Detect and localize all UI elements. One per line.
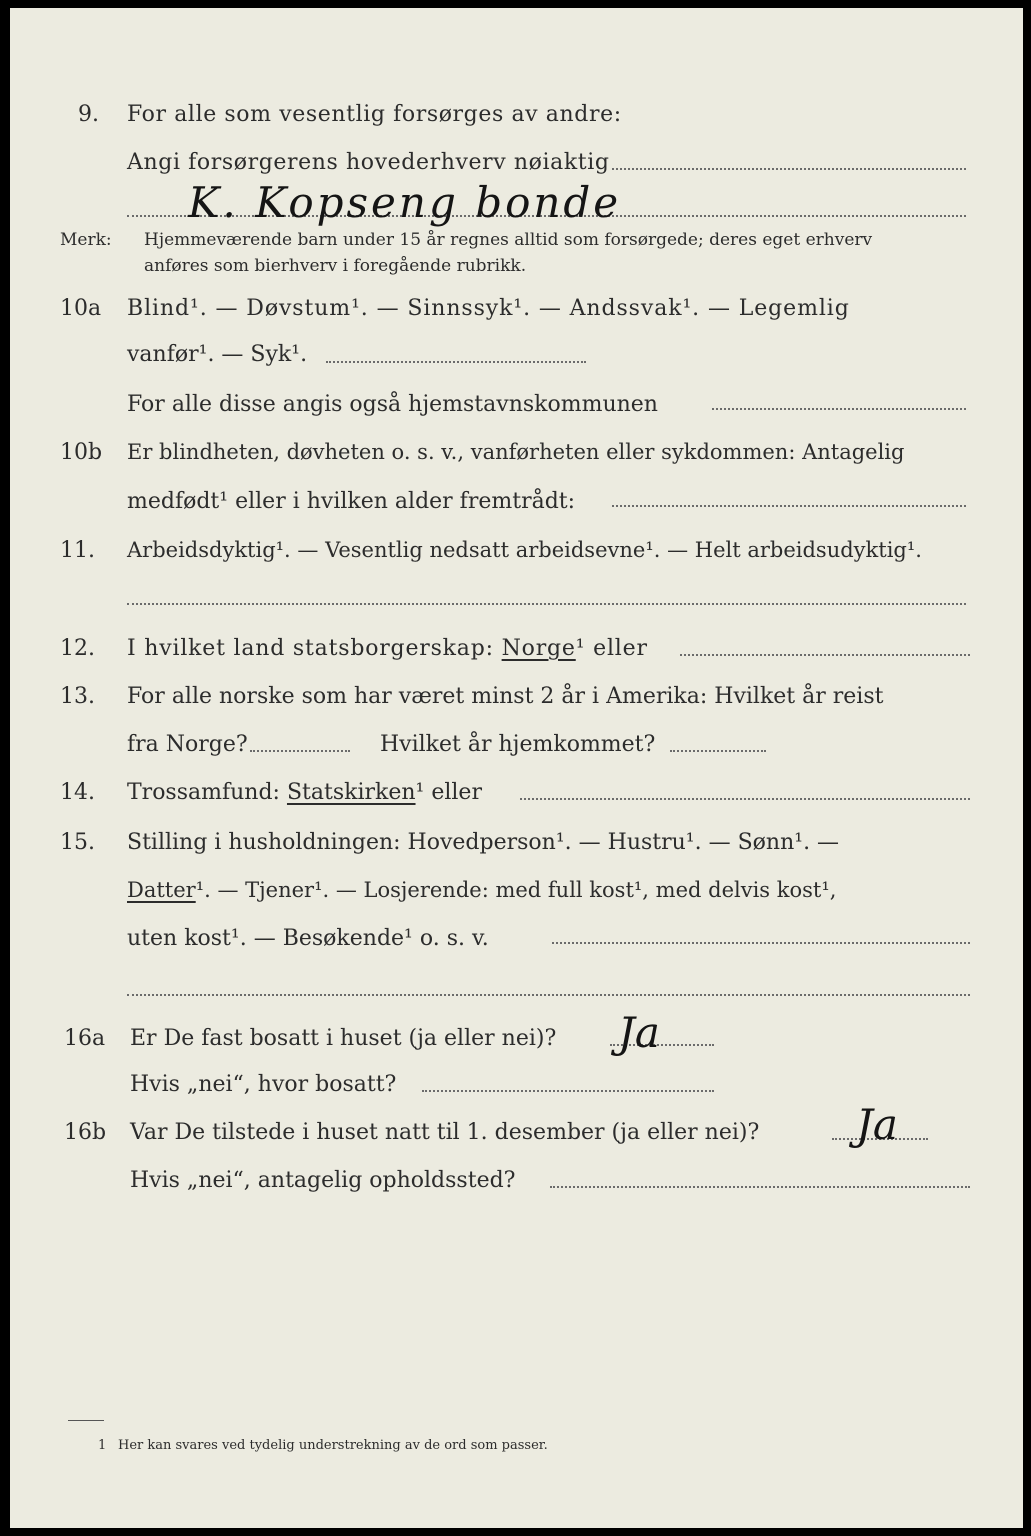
q15-datter-underlined: Datter — [127, 878, 196, 902]
q10b-number: 10b — [60, 440, 103, 465]
q16a-line1: Er De fast bosatt i huset (ja eller nei)? — [130, 1026, 557, 1051]
q13-line1: For alle norske som har været minst 2 år i Amerika: Hvilket år reist — [127, 684, 884, 709]
q14-number: 14. — [60, 780, 95, 805]
q10a-line2: vanfør¹. — Syk¹. — [127, 342, 308, 367]
q16a-handwritten-answer: Ja — [618, 1008, 660, 1057]
q9-line1: For alle som vesentlig forsørges av andre: — [127, 102, 622, 127]
q15-line2 — [127, 878, 836, 902]
q13-line2b: Hvilket år hjemkommet? — [380, 732, 656, 757]
q9-handwritten-answer: K. Kopseng bonde — [188, 178, 622, 227]
q15-line2-rest: ¹. — Tjener¹. — Losjerende: med full kost¹, med delvis kost¹, — [195, 878, 837, 902]
q10a-line3: For alle disse angis også hjemstavnskommunen — [127, 392, 658, 417]
q13-line2a: fra Norge? — [127, 732, 248, 757]
q13-number: 13. — [60, 684, 95, 709]
q12-text: I hvilket land statsborgerskap: — [127, 636, 494, 661]
q16a-number: 16a — [64, 1026, 106, 1051]
q14-fill-line — [520, 798, 970, 800]
q16b-number: 16b — [64, 1120, 107, 1145]
q15-answer-line — [127, 994, 970, 996]
q9-line2: Angi forsørgerens hovederhverv nøiaktig — [127, 150, 610, 175]
q12-post: ¹ eller — [575, 636, 648, 661]
q10a-kommune-line — [712, 408, 966, 410]
merk-line2: anføres som bierhverv i foregående rubrikk. — [144, 256, 527, 276]
footnote-mark: 1 — [98, 1438, 107, 1453]
merk-line1: Hjemmeværende barn under 15 år regnes alltid som forsørgede; deres eget erhverv — [144, 230, 873, 250]
q16b-handwritten-answer: Ja — [856, 1100, 898, 1149]
q9-fill-line — [612, 168, 966, 170]
q15-line3: uten kost¹. — Besøkende¹ o. s. v. — [127, 926, 489, 951]
q15-line1: Stilling i husholdningen: Hovedperson¹. — Hustru¹. — Sønn¹. — — [127, 830, 840, 855]
q15-number: 15. — [60, 830, 95, 855]
q16b-fill-line2 — [550, 1186, 970, 1188]
q13-reist-line — [250, 750, 350, 752]
q12-line — [127, 636, 648, 661]
q11-number: 11. — [60, 538, 95, 563]
q14-text: Trossamfund: — [127, 780, 280, 805]
q16b-line1: Var De tilstede i huset natt til 1. desember (ja eller nei)? — [130, 1120, 760, 1145]
q14-post: ¹ eller — [415, 780, 482, 805]
q14-line — [127, 780, 482, 805]
q10b-line2: medfødt¹ eller i hvilken alder fremtrådt: — [127, 489, 576, 514]
merk-label: Merk: — [60, 230, 112, 250]
q12-norge-underlined: Norge — [501, 636, 576, 661]
q10a-fill-line — [326, 361, 586, 363]
q15-fill-line — [552, 942, 970, 944]
q13-hjemkommet-line — [670, 750, 766, 752]
q10a-line1: Blind¹. — Døvstum¹. — Sinnssyk¹. — Andssvak¹. — Legemlig — [127, 296, 850, 321]
q12-number: 12. — [60, 636, 95, 661]
q16a-bosatt-line — [422, 1090, 714, 1092]
q16b-line2: Hvis „nei“, antagelig opholdssted? — [130, 1168, 516, 1193]
q11-answer-line — [127, 603, 966, 605]
q10a-number: 10a — [60, 296, 102, 321]
q10b-fill-line — [612, 505, 966, 507]
q16a-line2: Hvis „nei“, hvor bosatt? — [130, 1072, 397, 1097]
q14-statskirken-underlined: Statskirken — [286, 780, 416, 805]
census-form-page — [10, 8, 1023, 1528]
footnote-rule — [68, 1420, 104, 1421]
q11-line1: Arbeidsdyktig¹. — Vesentlig nedsatt arbeidsevne¹. — Helt arbeidsudyktig¹. — [127, 538, 922, 562]
footnote-text: Her kan svares ved tydelig understrekning av de ord som passer. — [118, 1438, 548, 1453]
q10b-line1: Er blindheten, døvheten o. s. v., vanførheten eller sykdommen: Antagelig — [127, 440, 905, 464]
q12-fill-line — [680, 654, 970, 656]
q9-number: 9. — [78, 102, 99, 127]
